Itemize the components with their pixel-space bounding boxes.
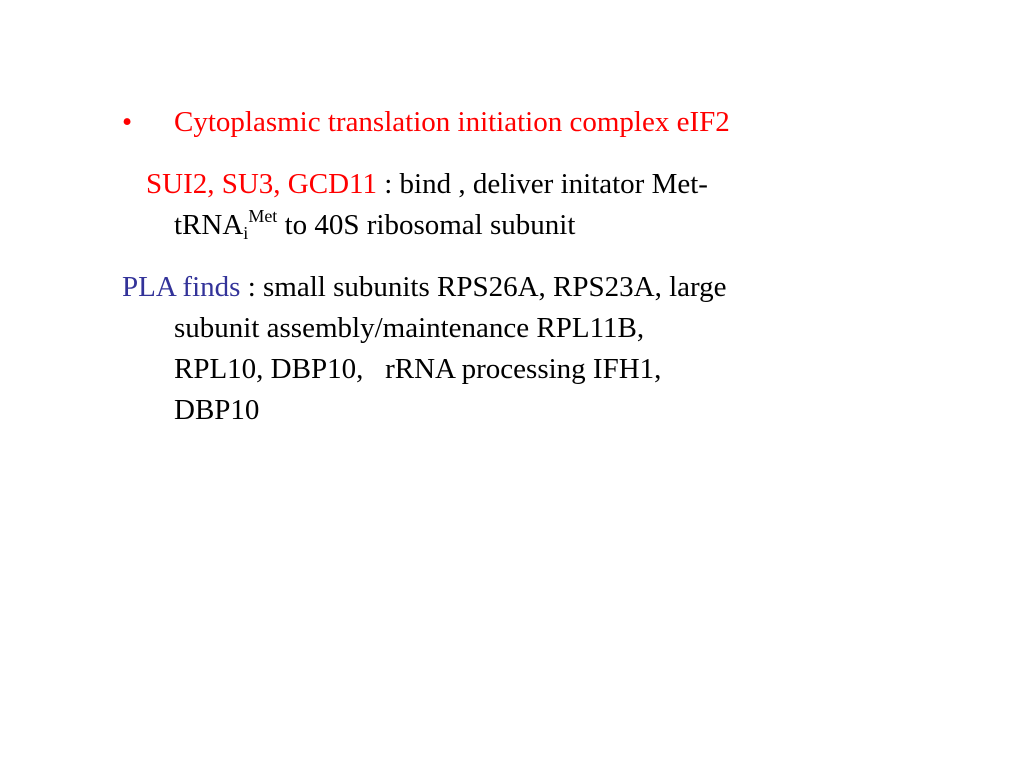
paragraph-2-line-3: RPL10, DBP10, rRNA processing IFH1, xyxy=(174,353,662,385)
paragraph-1-line-2-text: to 40S ribosomal subunit xyxy=(277,209,576,241)
bullet-marker: • xyxy=(122,106,133,138)
trna-superscript: Met xyxy=(248,206,278,226)
paragraph-2-line-4: DBP10 xyxy=(174,394,260,426)
paragraph-2-text: : small subunits RPS26A, RPS23A, large xyxy=(240,271,727,303)
paragraph-2-highlight: PLA finds xyxy=(122,271,241,303)
paragraph-1-line-1 xyxy=(146,167,708,201)
bullet-heading: Cytoplasmic translation initiation complex eIF2 xyxy=(174,106,730,138)
paragraph-2-line-1 xyxy=(122,270,727,304)
trna-subscript: i xyxy=(243,223,249,243)
paragraph-1-line-2 xyxy=(174,208,575,242)
paragraph-1-text: : bind , deliver initator Met- xyxy=(376,168,708,200)
trna-label: tRNA xyxy=(174,209,244,241)
paragraph-2-line-2: subunit assembly/maintenance RPL11B, xyxy=(174,312,645,344)
paragraph-1-highlight: SUI2, SU3, GCD11 xyxy=(146,168,377,200)
